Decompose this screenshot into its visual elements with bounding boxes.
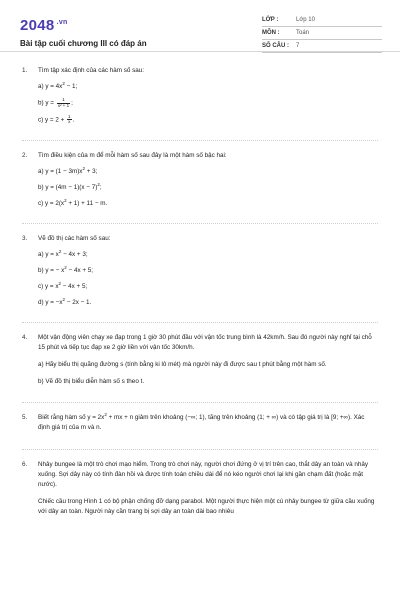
question-5 [0, 413, 400, 440]
math-text: a) y = 4x [38, 83, 63, 91]
math-text: + mx + n giảm trên khoảng (−∞; 1), tăng trên khoảng (1; + ∞) và có tập giá trị là [9; +∞). Xác định giá trị của m và n. [38, 414, 365, 432]
math-text: − 2x − 1. [65, 299, 92, 307]
option-c [38, 115, 378, 126]
exponent: 2 [62, 297, 66, 302]
question-body [38, 66, 378, 132]
math-text: a) y = (1 − 3m)x [38, 167, 83, 175]
option-b [38, 266, 378, 276]
option-a [38, 82, 378, 92]
question-divider [22, 223, 378, 224]
fraction [67, 115, 72, 125]
question-divider [22, 402, 378, 403]
part-a: a) Hãy biểu thị quãng đường s (tính bằng ki lô mét) mà người này đi được sau t phút bằng một hàm số. [38, 361, 327, 369]
question-stem: Tìm tập xác định của các hàm số sau: [38, 67, 145, 74]
math-text: ; [71, 99, 73, 107]
math-text: − 4x + 3; [61, 250, 88, 258]
question-divider [22, 140, 378, 141]
math-text: b) y = [38, 99, 56, 107]
exponent: 2 [62, 80, 65, 86]
paragraph-2: Chiếc cầu trong Hình 1 có bộ phận chống đỡ dạng parabol. Một người thực hiện một cú nhảy bungee từ giữa cầu xuống với dây an toàn. Người này cần trang bị sợi dây an toàn dài bao nhiêu [38, 497, 375, 515]
brand [20, 14, 147, 48]
meta-key: LỚP : [262, 17, 279, 23]
numerator: 1 [57, 98, 70, 104]
meta-row-class [262, 14, 382, 27]
site-logo[interactable] [20, 14, 147, 35]
question-body [38, 333, 378, 394]
question-body [38, 234, 378, 314]
meta-row-count [262, 40, 382, 53]
math-text: a) y = x [38, 250, 59, 258]
math-text: + 1) + 11 − m. [66, 199, 108, 207]
logo-text: 2048 [20, 17, 55, 34]
option-c [38, 199, 378, 209]
exponent: 2 [58, 280, 61, 286]
numerator: 1 [68, 113, 71, 119]
question-divider [22, 322, 378, 323]
math-text: c) y = x [38, 283, 59, 291]
exponent: 2 [64, 197, 67, 203]
question-number: 6. [22, 460, 28, 468]
question-stem: Vẽ đồ thị các hàm số sau: [38, 234, 111, 242]
exponent: 2 [82, 165, 85, 171]
math-text: + 3; [84, 167, 98, 175]
option-b [38, 183, 378, 193]
question-stem [38, 413, 378, 433]
question-number: 5. [22, 414, 28, 422]
document-title: Bài tập cuối chương III có đáp án [20, 39, 147, 48]
math-text: d) y = −x [38, 299, 63, 307]
option-c [38, 282, 378, 292]
meta-key: SỐ CÂU : [262, 43, 289, 49]
paragraph-1: Nhảy bungee là một trò chơi mạo hiểm. Trong trò chơi này, người chơi đứng ở vị trí trên cao, thắt dây an toàn và nhảy xuống. Sợi dây này có tính đàn hồi và được tính toán chiều dài để nó kéo người chơi lại khi gần chạm đất (hoặc mặt nước). [38, 460, 368, 488]
option-b [38, 98, 378, 109]
question-4 [0, 333, 400, 394]
question-1 [0, 66, 400, 132]
math-text: − 4x + 5; [66, 266, 94, 274]
question-stem: Tìm điều kiện của m để mỗi hàm số sau đây là một hàm số bậc hai: [38, 151, 227, 159]
question-number: 1. [22, 67, 28, 74]
question-body [38, 413, 378, 440]
question-divider [22, 449, 378, 450]
exponent: 2 [64, 264, 67, 270]
math-text: c) y = 2 + [38, 116, 66, 124]
math-text: Biết rằng hàm số y = 2x [38, 414, 105, 422]
math-text: − 1; [64, 83, 78, 91]
question-body [38, 460, 378, 524]
question-number: 4. [22, 334, 28, 342]
math-text: − 4x + 5; [60, 283, 88, 291]
denominator: x² + 1 [57, 102, 70, 108]
math-text: . [72, 116, 75, 124]
option-a [38, 167, 378, 177]
logo-suffix: .vn [56, 19, 68, 26]
denominator: x [68, 119, 71, 125]
meta-key: MÔN : [262, 30, 280, 36]
meta-value: 7 [296, 43, 300, 49]
math-text: ; [99, 183, 102, 191]
question-stem: Một vận động viên chạy xe đạp trong 1 giờ 30 phút đầu với vận tốc trung bình là 42km/h. Sau đó người này nghỉ tại chỗ 15 phút và tiếp tục đạp xe 2 giờ liền với vận tốc 30km/h. [38, 334, 372, 352]
question-6 [0, 460, 400, 524]
question-body [38, 151, 378, 215]
meta-value: Toán [296, 30, 310, 36]
math-text: c) y = 2(x [38, 199, 65, 207]
option-d [38, 298, 378, 308]
question-3 [0, 234, 400, 314]
exponent: 2 [58, 248, 62, 254]
question-2 [0, 151, 400, 215]
fraction [57, 98, 70, 108]
page-header [0, 0, 400, 52]
exponent: 2 [104, 412, 107, 418]
meta-row-subject [262, 27, 382, 40]
exponent: 2 [97, 181, 100, 187]
question-number: 2. [22, 151, 28, 159]
question-number: 3. [22, 234, 28, 242]
math-text: b) y = (4m − 1)(x − 7) [38, 183, 98, 191]
part-b: b) Vẽ đồ thị biểu diễn hàm số s theo t. [38, 378, 145, 386]
math-text: b) y = − x [38, 266, 65, 274]
option-a [38, 250, 378, 260]
meta-value: Lớp 10 [296, 17, 315, 23]
meta-table [262, 14, 382, 53]
